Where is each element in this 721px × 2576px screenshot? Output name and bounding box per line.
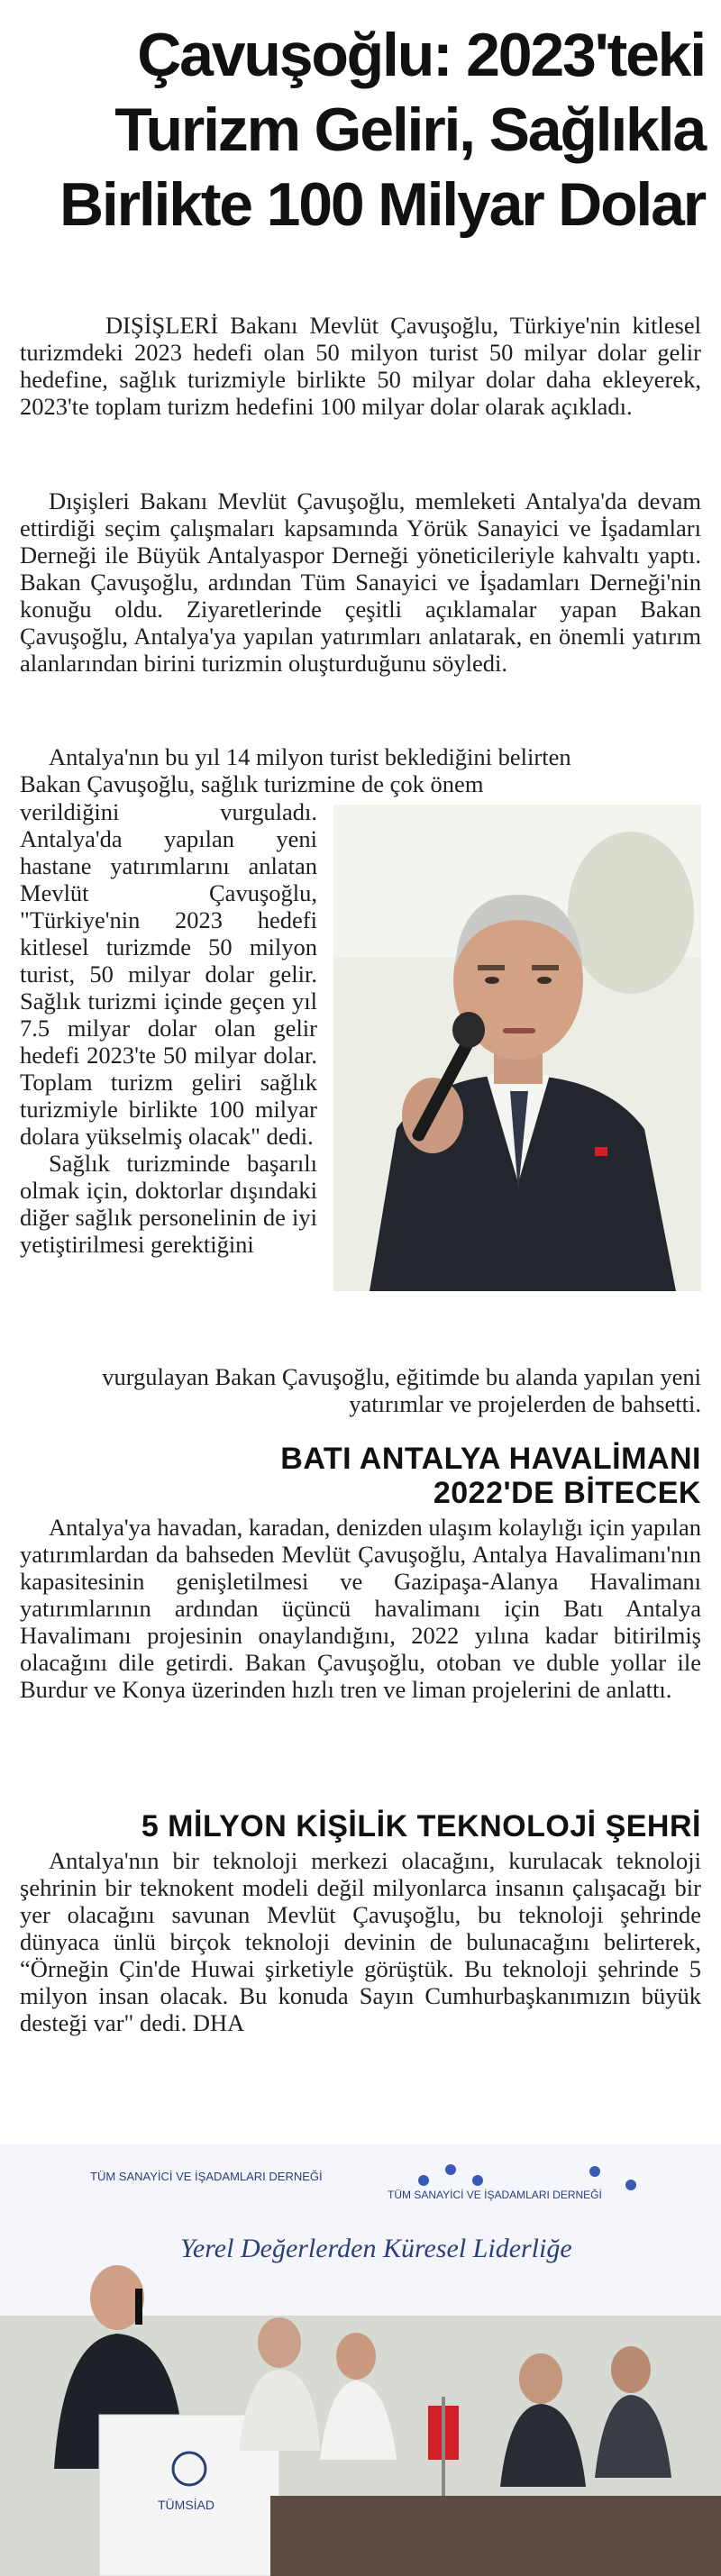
article-headline <box>16 18 705 242</box>
paragraph-text: vurgulayan Bakan Çavuşoğlu, eğitimde bu alanda yapılan yeni yatırımlar ve projelerden de bahsetti. <box>102 1363 701 1417</box>
paragraph-text: Bakan Çavuşoğlu, sağlık turizmine de çok önem <box>20 770 484 797</box>
paragraph-text: Dışişleri Bakanı Mevlüt Çavuşoğlu, memleketi Antalya'da devam ettirdiği seçim çalışmaları kapsamında Yörük Sanayici ve İşadamları Derneği ile Büyük Antalyaspor Derneği yöneticileriyle kahvaltı yaptı. Bakan Çavuşoğlu, ardından Tüm Sanayici ve İşadamları Derneği'nin konuğu oldu. Ziyaretlerinde çeşitli açıklamalar yapan Bakan Çavuşoğlu, Antalya'ya yapılan yatırımları anlatarak, en önemli yatırım alanlarından birini turizmin oluşturduğunu söyledi. <box>20 487 701 677</box>
portrait-illustration <box>333 805 701 1291</box>
article-paragraph <box>20 1847 701 2036</box>
paragraph-text: Antalya'ya havadan, karadan, denizden ulaşım kolaylığı için yapılan yatırımlardan da bahseden Mevlüt Çavuşoğlu, Antalya Havalimanı'nın kapasitesinin genişletilmesi ve Gazipaşa-Alanya Havalimanı yatırımlarının ardından üçüncü havalimanı için Batı Antalya Havalimanı projesinin onaylandığını, 2022 yılına kadar bitirilmiş olacağını dile getirdi. Bakan Çavuşoğlu, otoban ve duble yollar ile Burdur ve Konya üzerinden hızlı tren ve liman projelerini de anlattı. <box>20 1514 701 1703</box>
paragraph-text: DIŞİŞLERİ Bakanı Mevlüt Çavuşoğlu, Türkiye'nin kitlesel turizmdeki 2023 hedefi olan 50 milyon turist 50 milyar dolar gelir hedefine, sağlık turizmiyle birlikte 50 milyar dolar daha ekleyerek, 2023'te toplam turizm hedefini 100 milyar dolar olarak açıkladı. <box>20 312 701 420</box>
headline-line: Birlikte 100 Milyar Dolar <box>59 170 705 239</box>
article-paragraph <box>20 1514 701 1703</box>
section-heading <box>20 1442 701 1510</box>
headline-line: Turizm Geliri, Sağlıkla <box>114 96 705 164</box>
event-illustration <box>0 2144 721 2576</box>
podium-logo-text: TÜMSİAD <box>158 2498 214 2512</box>
article-column <box>20 798 317 1258</box>
headline-line: Çavuşoğlu: 2023'teki <box>137 21 705 89</box>
article-paragraph <box>20 1363 701 1417</box>
article-paragraph <box>20 312 701 420</box>
paragraph-text: verildiğini vurguladı. Antalya'da yapılan yeni hastane yatırımlarını anlatan Mevlüt Çavuşoğlu, "Türkiye'nin 2023 hedefi kitlesel turizmde 50 milyon turist, 50 milyar dolar gelir. Sağlık turizmi içinde geçen yıl 7.5 milyar dolar olan gelir hedefi 2023'te 50 milyar dolar. Toplam turizm geliri sağlık turizmiyle birlikte 100 milyar dolara yükselmiş olacak" dedi. <box>20 798 317 1150</box>
paragraph-text: Sağlık turizminde başarılı olmak için, doktorlar dışındaki diğer sağlık personelinin de iyi yetiştirilmesi gerektiğini <box>20 1150 317 1258</box>
article-paragraph <box>20 743 701 797</box>
article-paragraph <box>20 487 701 677</box>
section-heading-line: BATI ANTALYA HAVALİMANI <box>280 1442 701 1476</box>
paragraph-text: Antalya'nın bu yıl 14 milyon turist beklediğini belirten <box>49 743 571 770</box>
speaker-portrait-photo <box>333 805 701 1291</box>
section-heading-line: 2022'DE BİTECEK <box>433 1476 701 1510</box>
banner-left-text: TÜM SANAYİCİ VE İŞADAMLARI DERNEĞİ <box>90 2170 323 2183</box>
paragraph-text: Antalya'nın bir teknoloji merkezi olacağını, kurulacak teknoloji şehrinin bir teknokent modeli değil milyonlarca insanın çalışacağı bir yer olacağını savunan Mevlüt Çavuşoğlu, bu teknoloji şehrinde dünyaca ünlü birçok teknoloji devinin de bulunacağını belirterek, “Örneğin Çin'de Huwai şirketiyle görüştük. Bu teknoloji şehrinde 5 milyon insan olacak. Bu konuda Sayın Cumhurbaşkanımızın büyük desteği var" dedi. DHA <box>20 1847 701 2036</box>
event-photo <box>0 2144 721 2576</box>
section-heading: 5 MİLYON KİŞİLİK TEKNOLOJİ ŞEHRİ <box>141 1809 701 1843</box>
banner-right-text: TÜM SANAYİCİ VE İŞADAMLARI DERNEĞİ <box>388 2189 602 2201</box>
banner-slogan: Yerel Değerlerden Küresel Liderliğe <box>180 2234 572 2263</box>
